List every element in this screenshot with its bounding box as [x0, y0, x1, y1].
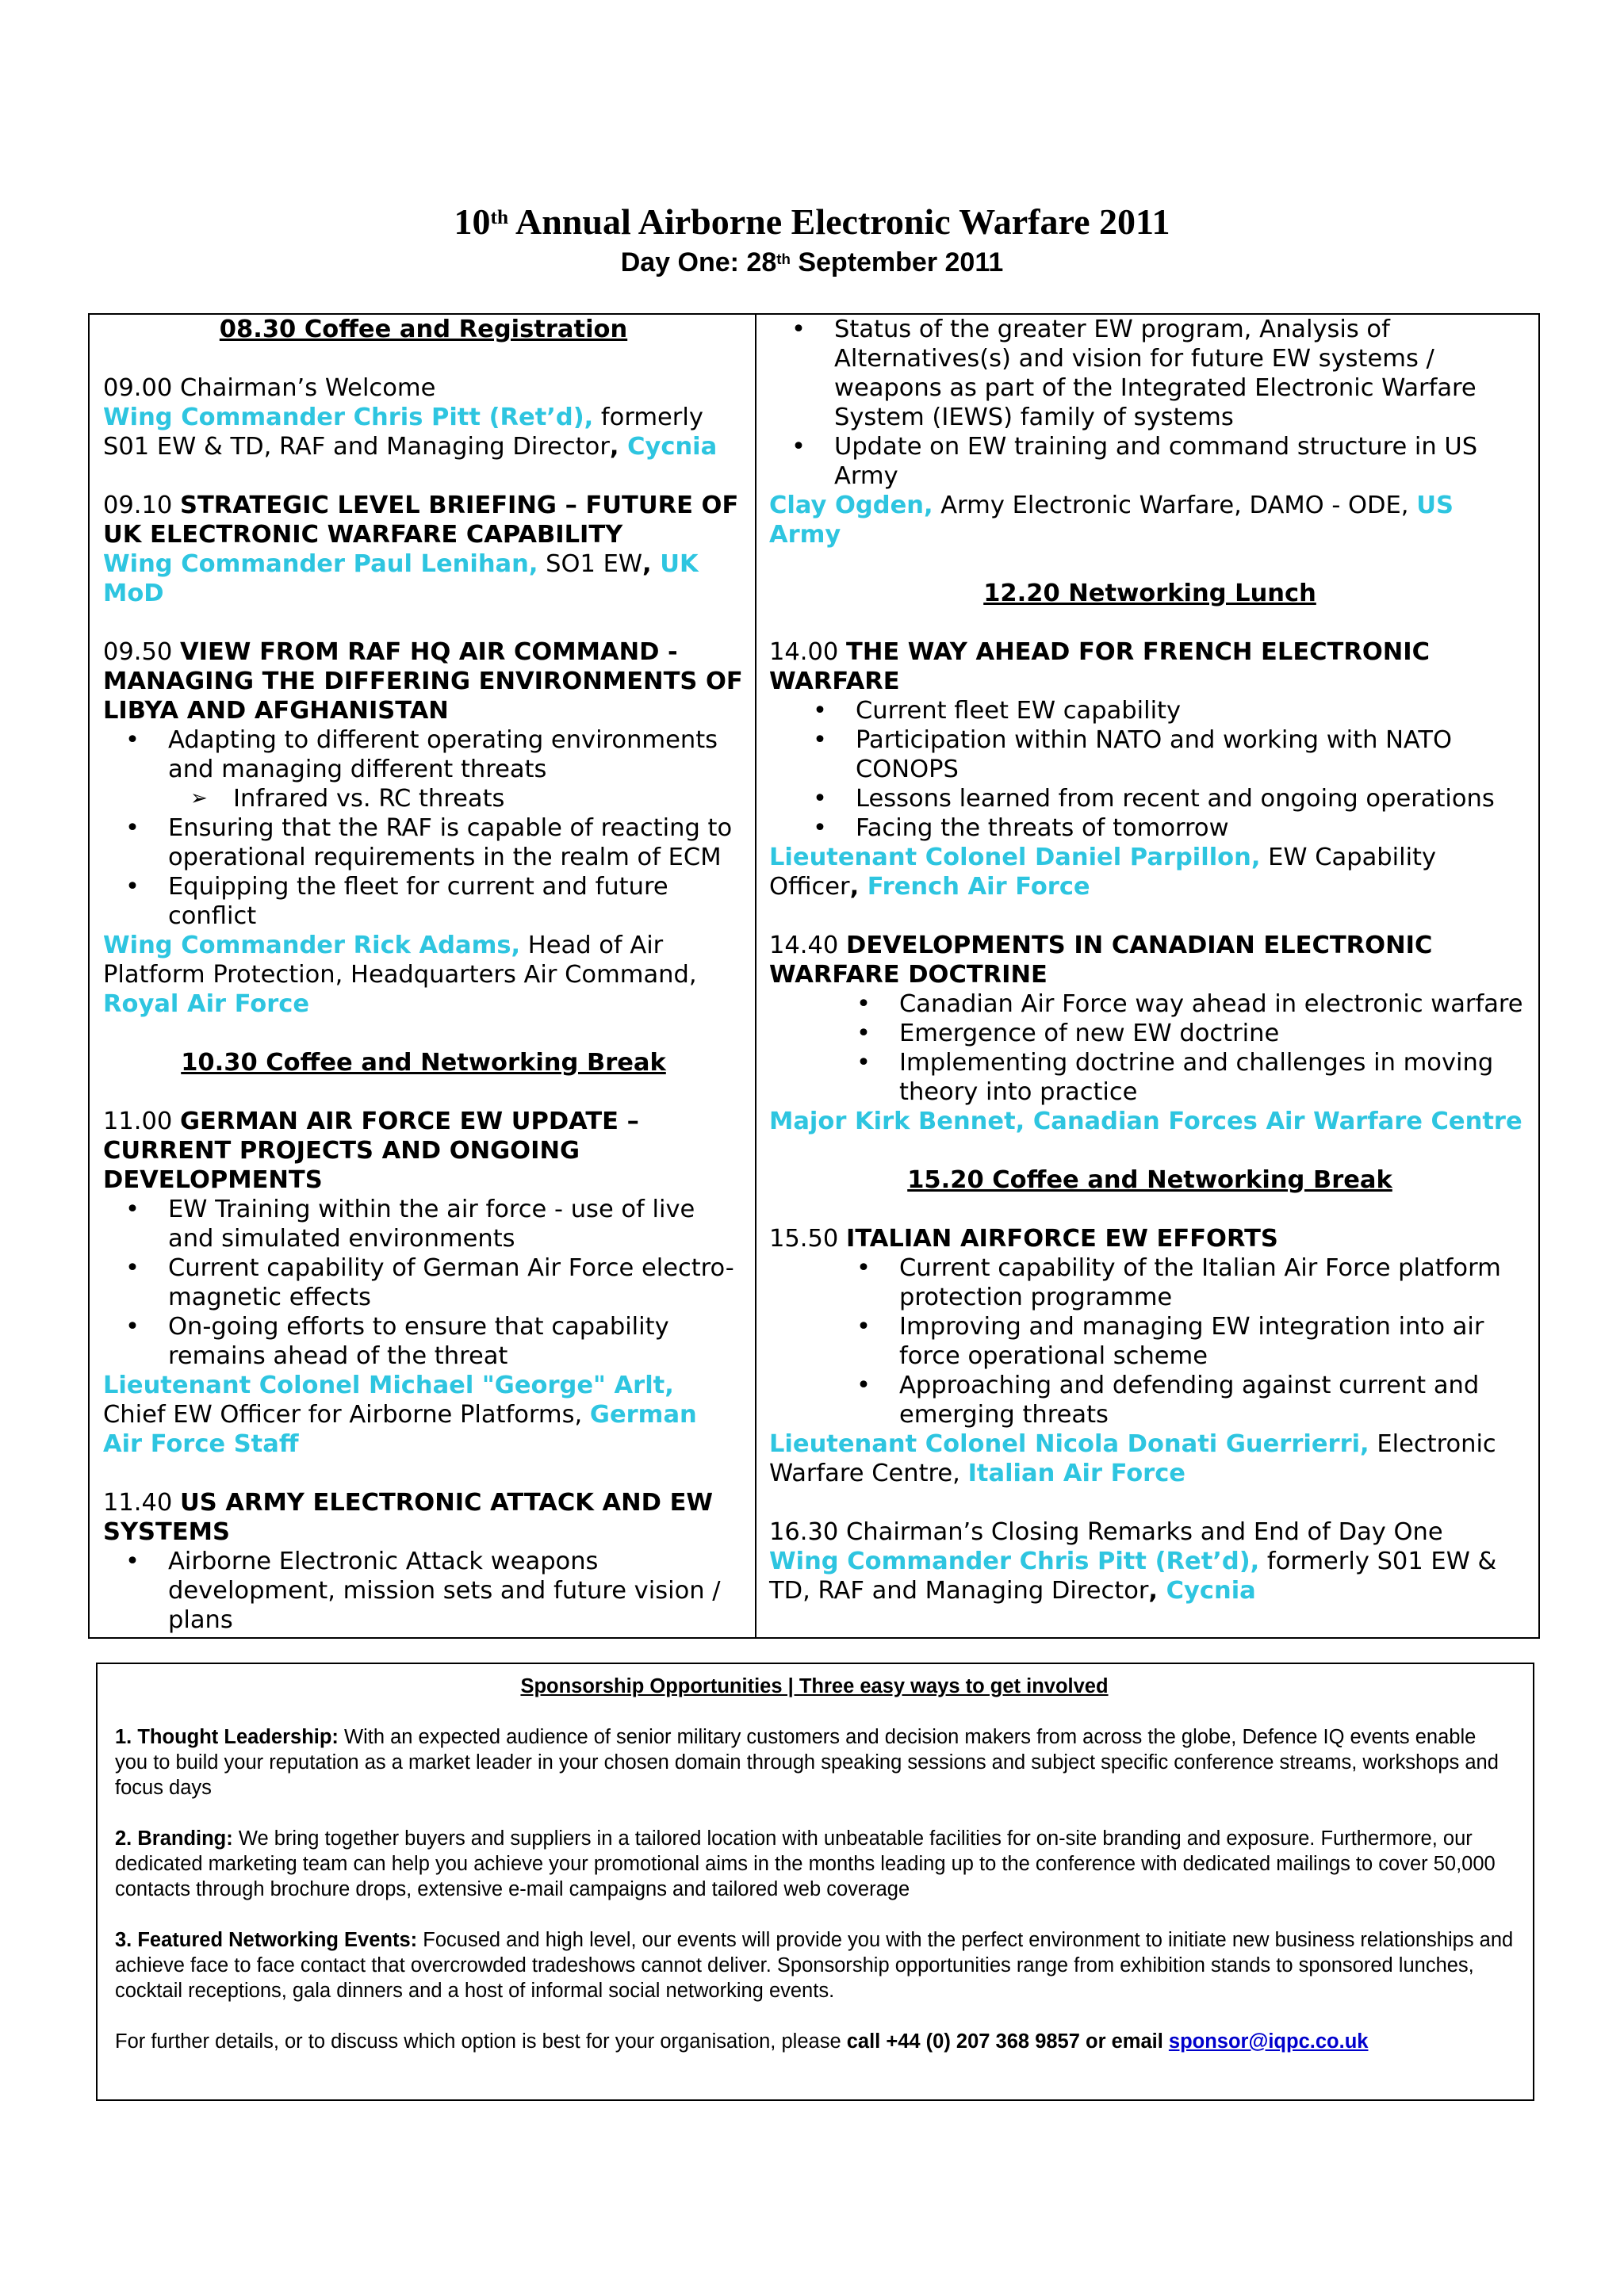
speaker-line: Lieutenant Colonel Daniel Parpillon, EW Capability Officer, French Air Force: [769, 844, 1437, 901]
title-number: 10: [454, 201, 491, 242]
topic-list: [103, 1195, 744, 1371]
topic-list: [769, 315, 1530, 491]
speaker-role: Chief EW Officer for Airborne Platforms,: [103, 1401, 590, 1429]
break-coffee-networking: 10.30 Coffee and Networking Break: [181, 1049, 666, 1077]
topic-list: [103, 813, 744, 931]
speaker-line: Wing Commander Chris Pitt (Ret’d), formerly S01 EW & TD, RAF and Managing Director, Cycnia: [769, 1548, 1497, 1605]
list-item: • Ensuring that the RAF is capable of reacting to operational requirements in the realm of ECM: [103, 813, 744, 872]
session-closing: 16.30 Chairman’s Closing Remarks and End of Day One: [769, 1518, 1443, 1546]
subtitle-rest: September 2011: [790, 247, 1004, 277]
speaker-line: [769, 1429, 1530, 1488]
speaker-line: [103, 931, 744, 1019]
subtitle-superscript: th: [776, 250, 791, 267]
speaker-name: Wing Commander Chris Pitt (Ret’d),: [103, 404, 594, 431]
speaker-org: French Air Force: [867, 873, 1090, 901]
speaker-role: Head of Air Platform Protection, Headquarters Air Command,: [103, 932, 697, 989]
list-item: • Approaching and defending against current and emerging threats: [769, 1371, 1530, 1429]
list-item: • Current capability of German Air Force electro-magnetic effects: [103, 1253, 744, 1312]
list-item: • Airborne Electronic Attack weapons development, mission sets and future vision / plans: [103, 1547, 744, 1635]
list-item: ➢ Infrared vs. RC threats: [103, 784, 744, 813]
speaker-name: Clay Ogden,: [769, 492, 933, 519]
topic-list: [769, 1253, 1530, 1429]
speaker-org: Cycnia: [1166, 1577, 1256, 1605]
list-item: • Update on EW training and command structure in US Army: [769, 432, 1530, 491]
list-item: • Participation within NATO and working with NATO CONOPS: [769, 725, 1530, 784]
speaker-name: Lieutenant Colonel Michael "George" Arlt,: [103, 1372, 674, 1399]
speaker-role: EW Capability Officer: [769, 844, 1437, 901]
email-link[interactable]: sponsor@iqpc.co.uk: [1168, 2030, 1369, 2053]
title-superscript: th: [490, 206, 509, 229]
list-item: • Lessons learned from recent and ongoing operations: [769, 784, 1530, 813]
session-title: 09.50 VIEW FROM RAF HQ AIR COMMAND - MANAGING THE DIFFERING ENVIRONMENTS OF LIBYA AND AFGHANISTAN: [103, 638, 743, 725]
list-item: • Implementing doctrine and challenges in moving theory into practice: [769, 1048, 1530, 1107]
topic-list: [769, 989, 1530, 1107]
list-item: • Emergence of new EW doctrine: [769, 1019, 1530, 1048]
document-header: [0, 200, 1624, 281]
list-item: • Current fleet EW capability: [769, 696, 1530, 725]
list-item: • Status of the greater EW program, Analysis of Alternatives(s) and vision for future EW systems / weapons as part of the Integrated Electronic Warfare System (IEWS) family of systems: [769, 315, 1530, 432]
session-title: 11.40 US ARMY ELECTRONIC ATTACK AND EW SYSTEMS: [103, 1489, 714, 1546]
speaker-name: Lieutenant Colonel Daniel Parpillon,: [769, 844, 1261, 871]
list-item: • EW Training within the air force - use of live and simulated environments: [103, 1195, 744, 1253]
contact-line: For further details, or to discuss which option is best for your organisation, please call +44 (0) 207 368 9857 or email sponsor@iqpc.co.uk: [115, 2030, 1369, 2053]
break-coffee-networking: 15.20 Coffee and Networking Break: [907, 1166, 1392, 1194]
topic-list: [103, 725, 744, 784]
speaker-org: US Army: [769, 492, 1454, 549]
subtitle-pre: Day One: 28: [620, 247, 777, 277]
agenda-column-right: [756, 315, 1538, 1637]
session-title: 09.10 STRATEGIC LEVEL BRIEFING – FUTURE OF UK ELECTRONIC WARFARE CAPABILITY: [103, 492, 739, 549]
speaker-org: Italian Air Force: [967, 1460, 1185, 1487]
speaker-role: formerly S01 EW & TD, RAF and Managing Director: [769, 1548, 1497, 1605]
speaker-role: formerly S01 EW & TD, RAF and Managing Director: [103, 404, 703, 461]
speaker-role: Army Electronic Warfare, DAMO - ODE,: [933, 492, 1417, 519]
sponsorship-option: 2. Branding: We bring together buyers and suppliers in a tailored location with unbeatable facilities for on-site branding and exposure. Furthermore, our dedicated marketing team can help you achieve your promotional aims in the months leading up to the conference with dedicated mailings to cover 50,000 contacts through brochure drops, extensive e-mail campaigns and tailored web coverage: [115, 1827, 1496, 1900]
agenda-column-left: [90, 315, 756, 1637]
page-subtitle: [0, 244, 1624, 281]
list-item: • Improving and managing EW integration into air force operational scheme: [769, 1312, 1530, 1371]
speaker-org: Cycnia: [627, 433, 718, 461]
speaker-line: [769, 491, 1530, 549]
speaker-role: Electronic Warfare Centre,: [769, 1430, 1496, 1487]
list-item: • Facing the threats of tomorrow: [769, 813, 1530, 843]
session-welcome: 09.00 Chairman’s Welcome: [103, 374, 436, 402]
speaker-role: SO1 EW: [538, 550, 643, 578]
break-networking-lunch: 12.20 Networking Lunch: [983, 580, 1316, 607]
sub-topic-list: [103, 784, 744, 813]
sponsorship-box: [96, 1663, 1534, 2101]
session-title: 11.00 GERMAN AIR FORCE EW UPDATE – CURRENT PROJECTS AND ONGOING DEVELOPMENTS: [103, 1108, 639, 1194]
session-title: 14.40 DEVELOPMENTS IN CANADIAN ELECTRONIC WARFARE DOCTRINE: [769, 932, 1433, 989]
speaker-org: Royal Air Force: [103, 990, 310, 1018]
speaker-name: Wing Commander Rick Adams,: [103, 932, 521, 959]
page-title: [0, 200, 1624, 244]
sponsorship-option: 1. Thought Leadership: With an expected audience of senior military customers and decision makers from across the globe, Defence IQ events enable you to build your reputation as a market leader in your chosen domain through speaking sessions and subject specific conference streams, workshops and focus days: [115, 1726, 1499, 1799]
speaker-name: Wing Commander Paul Lenihan,: [103, 550, 538, 578]
session-title: 14.00 THE WAY AHEAD FOR FRENCH ELECTRONIC WARFARE: [769, 638, 1431, 695]
title-text: Annual Airborne Electronic Warfare 2011: [508, 201, 1170, 242]
list-item: • Equipping the fleet for current and future conflict: [103, 872, 744, 931]
break-coffee-registration: 08.30 Coffee and Registration: [219, 316, 628, 343]
session-title: 15.50 ITALIAN AIRFORCE EW EFFORTS: [769, 1225, 1278, 1253]
list-item: • Adapting to different operating environments and managing different threats: [103, 725, 744, 784]
speaker-org: German Air Force Staff: [103, 1401, 697, 1458]
list-item: • On-going efforts to ensure that capability remains ahead of the threat: [103, 1312, 744, 1371]
speaker-line: Wing Commander Paul Lenihan, SO1 EW, UK MoD: [103, 550, 699, 607]
speaker-line: Wing Commander Chris Pitt (Ret’d), formerly S01 EW & TD, RAF and Managing Director, Cycnia: [103, 404, 718, 461]
speaker-name: Lieutenant Colonel Nicola Donati Guerrierri,: [769, 1430, 1369, 1458]
agenda-table: [88, 313, 1540, 1639]
sponsorship-title: Sponsorship Opportunities | Three easy ways to get involved: [520, 1675, 1109, 1697]
list-item: • Canadian Air Force way ahead in electronic warfare: [769, 989, 1530, 1019]
list-item: • Current capability of the Italian Air Force platform protection programme: [769, 1253, 1530, 1312]
speaker-org: UK MoD: [103, 550, 699, 607]
topic-list: [769, 696, 1530, 843]
speaker-name: Wing Commander Chris Pitt (Ret’d),: [769, 1548, 1260, 1575]
topic-list: [103, 1547, 744, 1635]
speaker-line: [103, 1371, 744, 1459]
contact-phone: call +44 (0) 207 368 9857 or email: [846, 2030, 1169, 2053]
speaker-name: Major Kirk Bennet, Canadian Forces Air Warfare Centre: [769, 1108, 1522, 1135]
sponsorship-option: 3. Featured Networking Events: Focused and high level, our events will provide you with the perfect environment to initiate new business relationships and achieve face to face contact that overcrowded tradeshows cannot deliver. Sponsorship opportunities range from exhibition stands to sponsored lunches, cocktail receptions, gala dinners and a host of informal social networking events.: [115, 1929, 1514, 2002]
